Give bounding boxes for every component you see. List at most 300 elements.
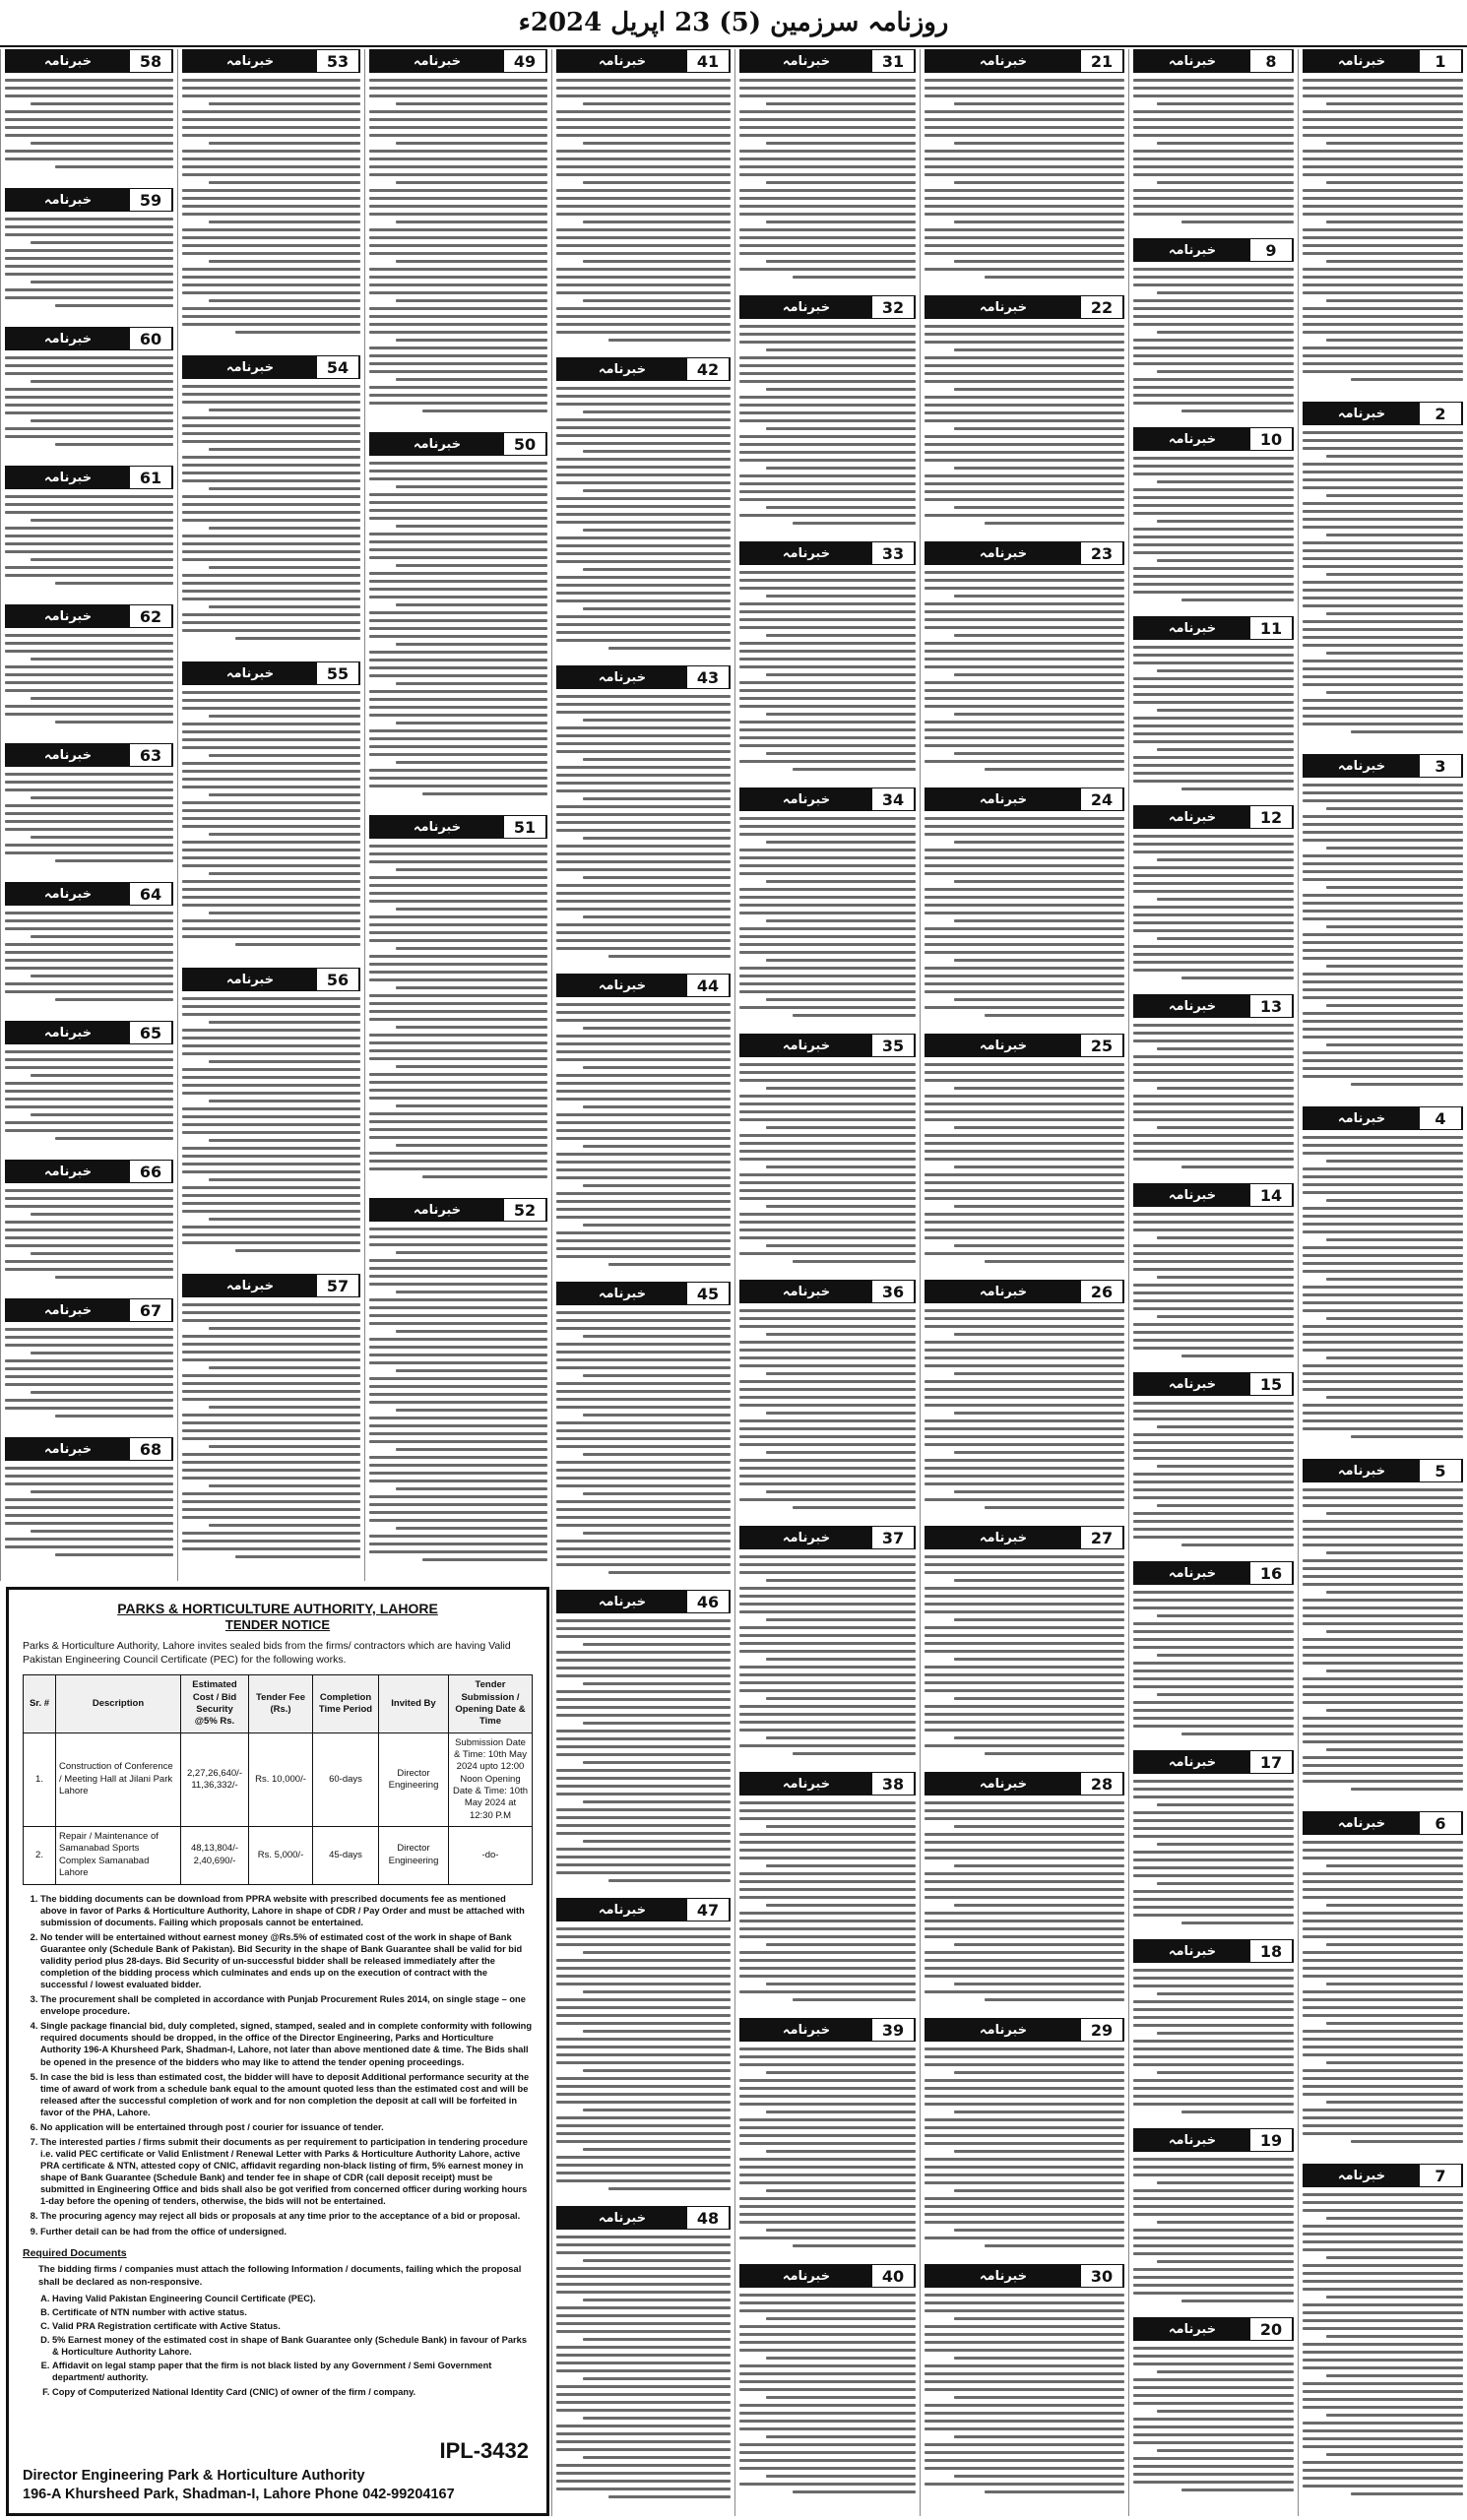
text-line <box>182 1068 360 1071</box>
text-line <box>1303 2390 1463 2393</box>
story-header <box>556 357 731 381</box>
text-line <box>1133 126 1294 129</box>
text-line <box>739 268 916 271</box>
text-line <box>396 1448 547 1451</box>
text-line <box>5 527 173 530</box>
text-line <box>1303 910 1463 913</box>
text-line <box>5 912 173 914</box>
news-column <box>1298 49 1467 2516</box>
text-line <box>1303 1559 1463 1562</box>
text-line <box>1133 2284 1294 2287</box>
story-number: 48 <box>687 2207 730 2229</box>
story-text <box>739 1799 916 2003</box>
text-line <box>396 908 547 911</box>
text-line <box>1133 87 1294 90</box>
text-line <box>556 1469 731 1472</box>
text-line <box>925 482 1124 485</box>
text-line <box>1303 1262 1463 1265</box>
text-line <box>739 2372 916 2375</box>
text-line <box>1133 2244 1294 2247</box>
text-line <box>396 1144 547 1147</box>
text-line <box>793 1998 916 2001</box>
header-invited: Invited By <box>379 1675 449 1732</box>
text-line <box>182 927 360 930</box>
story-header <box>556 1282 731 1305</box>
text-line <box>925 579 1124 582</box>
text-line <box>182 189 360 192</box>
text-line <box>209 1178 360 1181</box>
text-line <box>766 220 916 223</box>
text-line <box>925 490 1124 493</box>
text-line <box>369 900 547 903</box>
news-story <box>925 2264 1124 2502</box>
text-line <box>1133 134 1294 137</box>
text-line <box>925 364 1124 367</box>
text-line <box>1133 914 1294 916</box>
text-line <box>5 713 173 716</box>
text-line <box>925 1801 1124 1804</box>
story-text <box>739 815 916 1019</box>
text-line <box>1133 961 1294 964</box>
text-line <box>739 2166 916 2169</box>
text-line <box>954 2317 1124 2320</box>
story-number: 65 <box>130 1022 172 1043</box>
news-story <box>182 968 360 1266</box>
text-line <box>556 2077 731 2080</box>
text-line <box>766 1579 916 1582</box>
text-line <box>925 642 1124 645</box>
condition-item: 6. No application will be entertained through post / courier for issuance of tender. <box>40 2121 533 2133</box>
text-line <box>31 102 173 105</box>
text-line <box>1133 315 1294 318</box>
story-header <box>182 1274 360 1297</box>
text-line <box>583 797 731 800</box>
text-line <box>5 927 173 930</box>
text-line <box>5 87 173 90</box>
text-line <box>556 623 731 626</box>
text-line <box>766 1126 916 1129</box>
text-line <box>1133 693 1294 696</box>
text-line <box>1326 691 1463 694</box>
text-line <box>369 197 547 200</box>
text-line <box>766 102 916 105</box>
text-line <box>925 872 1124 875</box>
text-line <box>5 804 173 807</box>
text-line <box>369 1314 547 1317</box>
text-line <box>1133 1874 1294 1877</box>
text-line <box>583 410 731 413</box>
news-story <box>369 1198 547 1573</box>
text-line <box>1133 197 1294 200</box>
story-number: 66 <box>130 1161 172 1182</box>
text-line <box>1303 2201 1463 2204</box>
text-line <box>925 197 1124 200</box>
text-line <box>556 331 731 334</box>
text-line <box>182 1477 360 1480</box>
story-number: 62 <box>130 605 172 627</box>
text-line <box>1303 2006 1463 2009</box>
text-line <box>925 1990 1124 1993</box>
text-line <box>1133 339 1294 342</box>
text-line <box>182 1492 360 1495</box>
table-row <box>24 1732 533 1826</box>
ipl-number: IPL-3432 <box>439 2438 529 2464</box>
news-column <box>364 49 551 1581</box>
text-line <box>1133 1410 1294 1413</box>
text-line <box>1303 2280 1463 2283</box>
text-line <box>1181 1166 1294 1168</box>
text-line <box>209 833 360 836</box>
text-line <box>1303 1333 1463 1336</box>
text-line <box>925 650 1124 653</box>
text-line <box>739 236 916 239</box>
news-story <box>739 2264 916 2502</box>
text-line <box>1303 291 1463 294</box>
text-line <box>1303 1059 1463 1062</box>
tender-intro: Parks & Horticulture Authority, Lahore invites sealed bids from the firms/ contractors which are having Valid Pakistan Engineering Council Certificate (PEC) for the following works. <box>23 1640 511 1666</box>
news-column <box>1128 49 1298 2516</box>
text-line <box>556 505 731 508</box>
text-line <box>583 1990 731 1993</box>
text-line <box>1157 559 1294 562</box>
story-text <box>369 1226 547 1563</box>
text-line <box>182 134 360 137</box>
story-number: 24 <box>1081 788 1123 810</box>
text-line <box>182 1500 360 1503</box>
text-line <box>1157 937 1294 940</box>
text-line <box>925 451 1124 454</box>
text-line <box>1303 1051 1463 1054</box>
text-line <box>925 1833 1124 1836</box>
text-line <box>1133 1977 1294 1980</box>
text-line <box>739 1325 916 1328</box>
story-text <box>5 493 173 587</box>
text-line <box>1133 1638 1294 1641</box>
text-line <box>5 919 173 922</box>
text-line <box>739 158 916 160</box>
text-line <box>1133 1796 1294 1798</box>
text-line <box>583 181 731 184</box>
text-line <box>739 2388 916 2391</box>
text-line <box>1181 598 1294 601</box>
text-line <box>925 817 1124 820</box>
text-line <box>1303 870 1463 873</box>
text-line <box>739 2309 916 2312</box>
news-story <box>1133 1750 1294 1931</box>
text-line <box>556 1808 731 1811</box>
text-line <box>766 2317 916 2320</box>
text-line <box>739 419 916 422</box>
cell-dates: -do- <box>449 1827 533 1884</box>
header-time: Completion Time Period <box>313 1675 379 1732</box>
text-line <box>1133 2355 1294 2358</box>
news-story <box>925 1772 1124 2010</box>
condition-item: 4. Single package financial bid, duly completed, signed, stamped, sealed and in complete conformity with following required documents should be dropped, in the office of the Director Engineering, Parks and Horticulture Authority 196-A Khursheed Park, Shadman-I, Lahore, not later than above mentioned date & time. The Bids shall be opened in the presence of the bidders who may like to attend the tender opening proceedings. <box>40 2020 533 2067</box>
text-line <box>925 1071 1124 1074</box>
text-line <box>182 1131 360 1134</box>
text-line <box>1303 2233 1463 2236</box>
text-line <box>556 1437 731 1440</box>
text-line <box>556 868 731 871</box>
text-line <box>31 1074 173 1077</box>
text-line <box>1133 583 1294 586</box>
text-line <box>182 1532 360 1535</box>
text-line <box>556 2243 731 2246</box>
text-line <box>1157 1654 1294 1657</box>
text-line <box>1303 2014 1463 2017</box>
text-line <box>556 1714 731 1717</box>
news-story <box>5 1021 173 1152</box>
text-line <box>739 2333 916 2336</box>
text-line <box>182 849 360 851</box>
story-header <box>925 2018 1124 2042</box>
story-text <box>5 1048 173 1142</box>
text-line <box>556 2006 731 2009</box>
text-line <box>1303 526 1463 529</box>
story-number: 57 <box>317 1275 359 1296</box>
story-header <box>1133 1561 1294 1585</box>
story-header <box>369 1198 547 1222</box>
text-line <box>766 673 916 676</box>
text-line <box>954 1943 1124 1946</box>
text-line <box>925 1459 1124 1462</box>
text-line <box>5 943 173 946</box>
condition-item: 2. No tender will be entertained without earnest money @Rs.5% of estimated cost of the work in shape of Bank Guarantee only (Schedule Bank of Pakistan). Bid Security in the shape of Bank Guarantee shall be valid for bid validity period plus 28-days. Bid Security of un-successful bidder shall be released immediately after the completion of the bidding process which culminates and ends up on the execution of contract with the successful / lowest evaluated bidder. <box>40 1931 533 1990</box>
text-line <box>739 2325 916 2328</box>
text-line <box>1133 1788 1294 1791</box>
story-text <box>5 771 173 864</box>
text-line <box>1157 748 1294 751</box>
text-line <box>608 955 731 958</box>
text-line <box>925 760 1124 763</box>
story-text <box>5 632 173 725</box>
text-line <box>925 1689 1124 1692</box>
text-line <box>1303 973 1463 976</box>
text-line <box>556 1058 731 1061</box>
text-line <box>925 1959 1124 1962</box>
story-tag: خبرنامہ <box>6 605 130 627</box>
text-line <box>556 711 731 714</box>
text-line <box>5 388 173 391</box>
text-line <box>209 715 360 718</box>
story-number: 13 <box>1250 995 1293 1017</box>
text-line <box>739 1809 916 1812</box>
text-line <box>1303 1927 1463 1930</box>
news-story <box>556 357 731 658</box>
text-line <box>1133 173 1294 176</box>
text-line <box>1133 1488 1294 1491</box>
text-line <box>1303 2116 1463 2119</box>
condition-item: 1. The bidding documents can be download from PPRA website with prescribed documents fee as mentioned above in favor of Parks & Horticulture Authority, Lahore in shape of CDR / Pay Order and must be attached with submission of documents. Failing which proposals cannot be entertained. <box>40 1893 533 1928</box>
text-line <box>369 580 547 583</box>
text-line <box>556 2132 731 2135</box>
text-line <box>1351 1083 1463 1086</box>
cell-dates: Submission Date & Time: 10th May 2024 upto 12:00 Noon Opening Date & Time: 10th May 2024 at 12:30 P.M <box>449 1732 533 1826</box>
story-number: 28 <box>1081 1773 1123 1795</box>
text-line <box>55 582 173 585</box>
text-line <box>556 1927 731 1930</box>
text-line <box>396 1527 547 1530</box>
text-line <box>556 1200 731 1203</box>
story-text <box>182 383 360 642</box>
text-line <box>925 443 1124 446</box>
text-line <box>985 2244 1124 2247</box>
text-line <box>1133 1898 1294 1901</box>
text-line <box>5 118 173 121</box>
text-line <box>31 1252 173 1255</box>
text-line <box>556 228 731 231</box>
text-line <box>556 158 731 160</box>
text-line <box>5 257 173 260</box>
text-line <box>5 218 173 220</box>
text-line <box>556 734 731 737</box>
story-tag: خبرنامہ <box>370 816 504 838</box>
text-line <box>766 181 916 184</box>
text-line <box>985 1506 1124 1509</box>
text-line <box>1303 784 1463 787</box>
text-line <box>182 268 360 271</box>
text-line <box>925 1626 1124 1629</box>
story-tag: خبرنامہ <box>1134 2318 1250 2340</box>
text-line <box>1326 2335 1463 2338</box>
condition-item: 9. Further detail can be had from the office of undersigned. <box>40 2226 533 2237</box>
news-story <box>1133 2128 1294 2309</box>
text-line <box>5 158 173 160</box>
text-line <box>556 1098 731 1101</box>
text-line <box>925 1236 1124 1239</box>
text-line <box>1133 717 1294 720</box>
text-line <box>954 2229 1124 2232</box>
text-line <box>182 598 360 600</box>
story-number: 22 <box>1081 296 1123 318</box>
text-line <box>369 1495 547 1498</box>
text-line <box>739 1912 916 1915</box>
story-tag: خبرنامہ <box>925 1773 1081 1795</box>
text-line <box>739 1356 916 1359</box>
text-line <box>1133 2402 1294 2405</box>
text-line <box>739 1673 916 1676</box>
story-number: 14 <box>1250 1184 1293 1206</box>
cell-cost: 2,27,26,640/- 11,36,332/- <box>181 1732 249 1826</box>
text-line <box>1326 1043 1463 1046</box>
text-line <box>556 1121 731 1124</box>
text-line <box>1326 142 1463 145</box>
text-line <box>954 1412 1124 1415</box>
text-line <box>739 1935 916 1938</box>
text-line <box>556 1208 731 1211</box>
text-line <box>1133 732 1294 735</box>
text-line <box>1303 1075 1463 1078</box>
text-line <box>583 2299 731 2301</box>
text-line <box>1133 1252 1294 1255</box>
text-line <box>1303 1325 1463 1328</box>
text-line <box>925 244 1124 247</box>
text-line <box>1303 1372 1463 1375</box>
text-line <box>1157 2181 1294 2184</box>
news-story <box>739 49 916 287</box>
text-line <box>556 1737 731 1740</box>
text-line <box>182 801 360 804</box>
text-line <box>369 627 547 630</box>
text-line <box>209 1406 360 1409</box>
text-line <box>739 825 916 828</box>
text-line <box>5 1244 173 1247</box>
text-line <box>1133 2481 1294 2484</box>
text-line <box>1133 1984 1294 1987</box>
text-line <box>1303 1191 1463 1194</box>
text-line <box>739 189 916 192</box>
text-line <box>182 770 360 773</box>
text-line <box>1303 150 1463 153</box>
text-line <box>1303 1880 1463 1883</box>
text-line <box>1303 1136 1463 1139</box>
story-header <box>1303 49 1463 73</box>
text-line <box>556 2124 731 2127</box>
text-line <box>1303 2093 1463 2096</box>
text-line <box>1133 843 1294 846</box>
text-line <box>182 244 360 247</box>
text-line <box>209 1060 360 1063</box>
text-line <box>556 1871 731 1874</box>
text-line <box>182 511 360 514</box>
text-line <box>739 856 916 859</box>
text-line <box>1303 173 1463 176</box>
text-line <box>739 618 916 621</box>
story-tag: خبرنامہ <box>925 2019 1081 2041</box>
text-line <box>1133 1095 1294 1098</box>
text-line <box>1157 181 1294 184</box>
text-line <box>1133 677 1294 680</box>
text-line <box>1133 1685 1294 1688</box>
text-line <box>396 722 547 724</box>
text-line <box>5 673 173 676</box>
text-line <box>739 849 916 851</box>
text-line <box>1133 1851 1294 1854</box>
text-line <box>209 1327 360 1330</box>
text-line <box>556 1500 731 1503</box>
story-number: 38 <box>872 1773 915 1795</box>
text-line <box>925 825 1124 828</box>
text-line <box>182 1202 360 1205</box>
text-line <box>1133 2166 1294 2169</box>
text-line <box>1133 2016 1294 2019</box>
news-story <box>1133 805 1294 986</box>
story-text <box>5 216 173 309</box>
text-line <box>556 2306 731 2309</box>
text-line <box>556 695 731 698</box>
text-line <box>369 346 547 349</box>
story-header <box>5 49 173 73</box>
text-line <box>369 276 547 279</box>
text-line <box>739 2103 916 2106</box>
text-line <box>1133 2095 1294 2098</box>
story-header <box>1133 238 1294 262</box>
text-line <box>1133 2000 1294 2003</box>
text-line <box>369 1136 547 1139</box>
text-line <box>739 1920 916 1922</box>
text-line <box>396 761 547 764</box>
text-line <box>766 142 916 145</box>
text-line <box>1326 1630 1463 1633</box>
story-number: 46 <box>687 1591 730 1612</box>
text-line <box>1303 1951 1463 1954</box>
text-line <box>182 519 360 522</box>
story-number: 43 <box>687 666 730 688</box>
text-line <box>583 1761 731 1764</box>
text-line <box>556 94 731 97</box>
text-line <box>422 410 547 412</box>
text-line <box>925 2349 1124 2352</box>
